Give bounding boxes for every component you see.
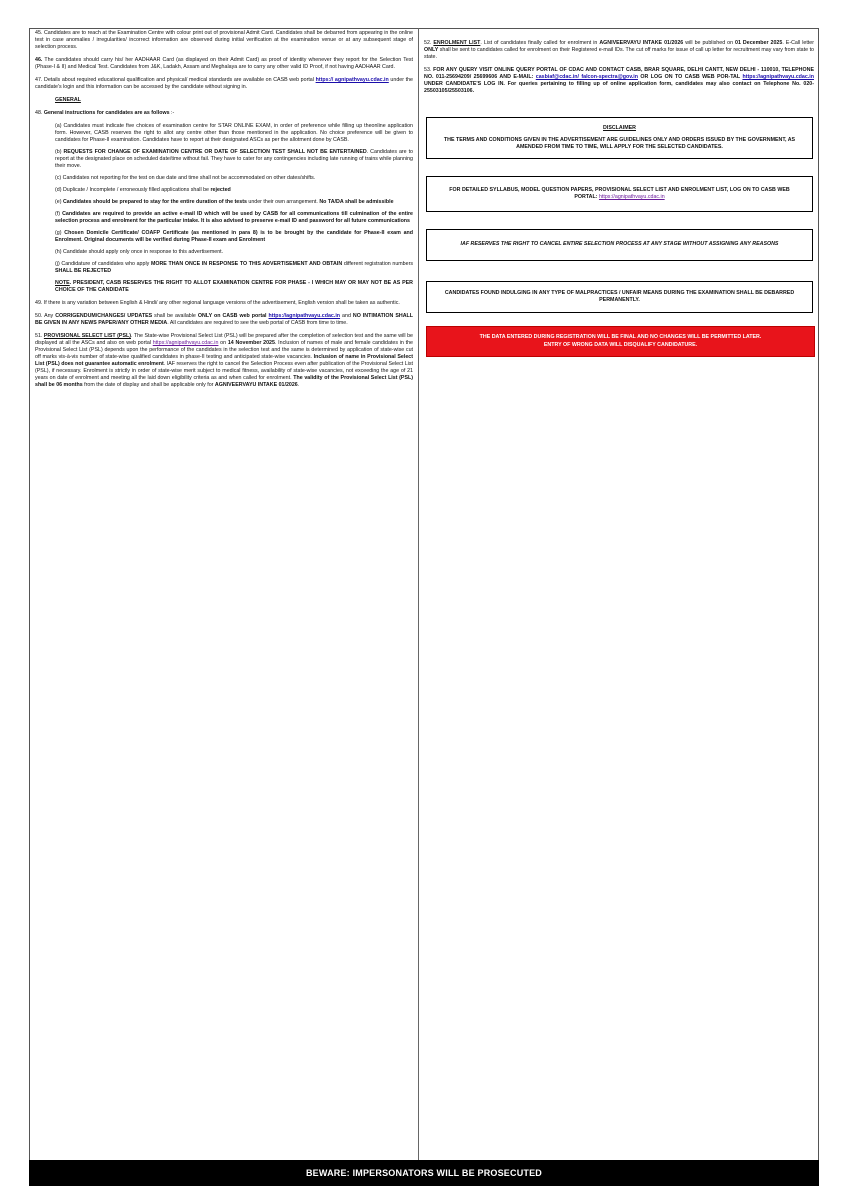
disclaimer-title: DISCLAIMER	[603, 124, 636, 131]
para-46: 46. The candidates should carry his/ her AADHAAR Card (as displayed on their Admit Card) as proof of identity whenever they report for the Selection Test (Phase-I & II) and Medical Test. Candidates from J&K, Ladakh, Assam and Meghalaya are to carry any other valid ID Proof, if not having AADHAAR Card.	[35, 57, 413, 70]
para-45: 45. Candidates are to reach at the Examination Centre with colour print out of provisional Admit Card. Candidates shall be debarred from appearing in the online test in case anomalies / irregularities/ incorrect information are observed during initial verification at the examination venue or at any subsequent stage of selection process.	[35, 30, 413, 50]
para-48-j: (j) Candidature of candidates who apply MORE THAN ONCE IN RESPONSE TO THIS ADVERTISEMENT AND OBTAIN different registration numbers SHALL BE REJECTED	[55, 261, 413, 274]
para-48-e: (e) Candidates should be prepared to stay for the entire duration of the tests under their own arrangement. No TA/DA shall be admissible	[55, 199, 394, 205]
para-48-a: (a) Candidates must indicate five choices of examination centre for STAR ONLINE EXAM, in order of preference while filling up theonline application form. However, CASB reserves the right to allot any centre other than those mentioned in the application. No choice preference will be given to candidates for Phase-II examination. Candidates have to report at their designated ASCs as per the allotment done by CASB.	[55, 123, 413, 143]
disclaimer-box	[426, 117, 813, 159]
data-warning-line-1: THE DATA ENTERED DURING REGISTRATION WILL BE FINAL AND NO CHANGES WILL BE PERMITTED LATER.	[479, 334, 762, 341]
right-column	[424, 40, 814, 101]
casb-portal-link[interactable]: https://agnipathvayu.cdac.in	[268, 313, 341, 319]
malpractice-box	[426, 281, 813, 313]
malpractice-text: CANDIDATES FOUND INDULGING IN ANY TYPE OF MALPRACTICES / UNFAIR MEANS DURING THE EXAMINATION SHALL BE DEBARRED PERMANENTLY.	[444, 289, 795, 303]
para-52: 52. ENROLMENT LIST. List of candidates finally called for enrolment in AGNIVEERVAYU INTAKE 01/2026 will be published on 01 December 2025. E-Call letter ONLY shall be sent to candidates called for enrolment on their Registered e-mail IDs. The cut off marks for issue of call up letter for recruitment may vary from state to state.	[424, 40, 814, 60]
para-50: 50. Any CORRIGENDUM/CHANGES/ UPDATES shall be available ONLY on CASB web portal https://agnipathvayu.cdac.in and NO INTIMATION SHALL BE GIVEN IN ANY NEWS PAPER/ANY OTHER MEDIA. All candidates are required to see the web portal of CASB from time to time.	[35, 313, 413, 326]
para-47: 47. Details about required educational qualification and physical/ medical standards are available on CASB web portal https:// agnipathvayu.cdac.in under the candidate's login and this information can be accessed by the candidate without signing in.	[35, 77, 414, 90]
para-48-h: (h) Candidate should apply only once in response to this advertisement.	[55, 249, 224, 255]
data-warning-line-2: ENTRY OF WRONG DATA WILL DISQUALIFY CANDIDATURE.	[543, 341, 698, 348]
para-48: 48. General instructions for candidates are as follows :-	[35, 110, 175, 116]
para-48-d: (d) Duplicate / Incomplete / erroneously filled applications shall be rejected	[55, 187, 231, 193]
data-warning-box	[426, 326, 815, 357]
note: NOTE. PRESIDENT, CASB RESERVES THE RIGHT TO ALLOT EXAMINATION CENTRE FOR PHASE - I WHICH MAY OR MAY NOT BE AS PER CHOICE OF THE CANDIDATE	[55, 280, 413, 293]
syllabus-box	[426, 176, 813, 212]
para-48-f: (f) Candidates are required to provide an active e-mail ID which will be used by CASB for all communications till culmination of the entire selection process and enrolment for the particular intake. It is also advised to preserve e-mail ID and password for all future communications	[55, 211, 413, 224]
column-divider	[418, 28, 419, 1160]
psl-portal-link[interactable]: https://agnipathvayu.cdac.in	[152, 340, 219, 346]
casb-portal-link[interactable]: https://agnipathvayu.cdac.in	[742, 74, 814, 80]
iaf-rights-box	[426, 229, 813, 261]
impersonators-footer: BEWARE: IMPERSONATORS WILL BE PROSECUTED	[29, 1160, 819, 1186]
para-51: 51. PROVISIONAL SELECT LIST (PSL). The State-wise Provisional Select List (PSL) will be prepared after the completion of selection test and the same will be displayed at all the ASCs and also on web portal https://agnipathvayu.cdac.in on 14 November 2025. Inclusion of names of male and female candidates in the Provisional Select List (PSL) depends upon the performance of the candidates in the selection test and the same is determined by application of state-wise cut off marks vis-à-vis number of state-wise qualified candidates in phase-II testing and anticipated state-wise vacancies. Inclusion of name in Provisional Select List (PSL) does not guarantee automatic enrolment. IAF reserves the right to cancel the Selection Process even after publication of the Provisional Select List (PSL), if necessary. Enrolment is strictly in order of state-wise merit subject to medical fitness, availability of state-wise vacancies, not exceeding the age of 21 years on date of enrolment and meeting all the laid down eligibility criteria as and when called for enrolment. The validity of the Provisional Select List (PSL) shall be 06 months from the date of display and shall be applicable only for AGNIVEERVAYU INTAKE 01/2026.	[35, 333, 414, 388]
disclaimer-text: THE TERMS AND CONDITIONS GIVEN IN THE ADVERTISEMENT ARE GUIDELINES ONLY AND ORDERS ISSUED BY THE GOVERNMENT, AS AMENDED FROM TIME TO TIME, WILL APPLY FOR THE SELECTED CANDIDATES.	[443, 136, 796, 151]
syllabus-text: FOR DETAILED SYLLABUS, MODEL QUESTION PAPERS, PROVISIONAL SELECT LIST AND ENROLMENT LIST, LOG ON TO CASB WEB PORTAL: https://agnipathvayu.cdac.in	[449, 186, 790, 200]
left-column	[35, 30, 413, 395]
para-49: 49. If there is any variation between English & Hindi/ any other regional language versions of the advertisement, English version shall be taken as authentic.	[35, 300, 400, 306]
para-48-g: (g) Chosen Domicile Certificate/ COAFP Certificate (as mentioned in para 8) is to be brought by the candidate for Phase-II exam and Enrolment. Original documents will be verified during Phase-II exam and Enrolment	[55, 230, 413, 243]
casb-email-link[interactable]: casbiaf@cdac.in/ falcon-spectra@gov.in	[535, 74, 638, 80]
iaf-rights-text: IAF RESERVES THE RIGHT TO CANCEL ENTIRE SELECTION PROCESS AT ANY STAGE WITHOUT ASSIGNING ANY REASONS	[460, 241, 779, 248]
para-48-b: (b) REQUESTS FOR CHANGE OF EXAMINATION CENTRE OR DATE OF SELECTION TEST SHALL NOT BE ENTERTAINED. Candidates are to report at the designated place on scheduled date/time without fail. They have to cater for any contingencies including late running of trains while planning their move.	[55, 149, 413, 169]
casb-portal-link[interactable]: https:// agnipathvayu.cdac.in	[315, 77, 389, 83]
general-heading: GENERAL	[55, 97, 81, 103]
syllabus-portal-link[interactable]: https://agnipathvayu.cdac.in	[598, 194, 665, 200]
para-48-c: (c) Candidates not reporting for the test on due date and time shall not be accommodated on other dates/shifts.	[55, 175, 316, 181]
para-53: 53. FOR ANY QUERY VISIT ONLINE QUERY PORTAL OF CDAC AND CONTACT CASB, BRAR SQUARE, DELHI CANTT, NEW DELHI - 110010, TELEPHONE NO. 011-25694209/ 25699606 AND E-MAIL: casbiaf@cdac.in/ falcon-spectra@gov.in OR LOG ON TO CASB WEB POR-TAL https://agnipathvayu.cdac.in UNDER CANDIDATE'S LOG IN. For queries pertaining to filling up of online application form, candidates may also contact on Telephone No. 020-25503105/25503106.	[424, 67, 814, 94]
